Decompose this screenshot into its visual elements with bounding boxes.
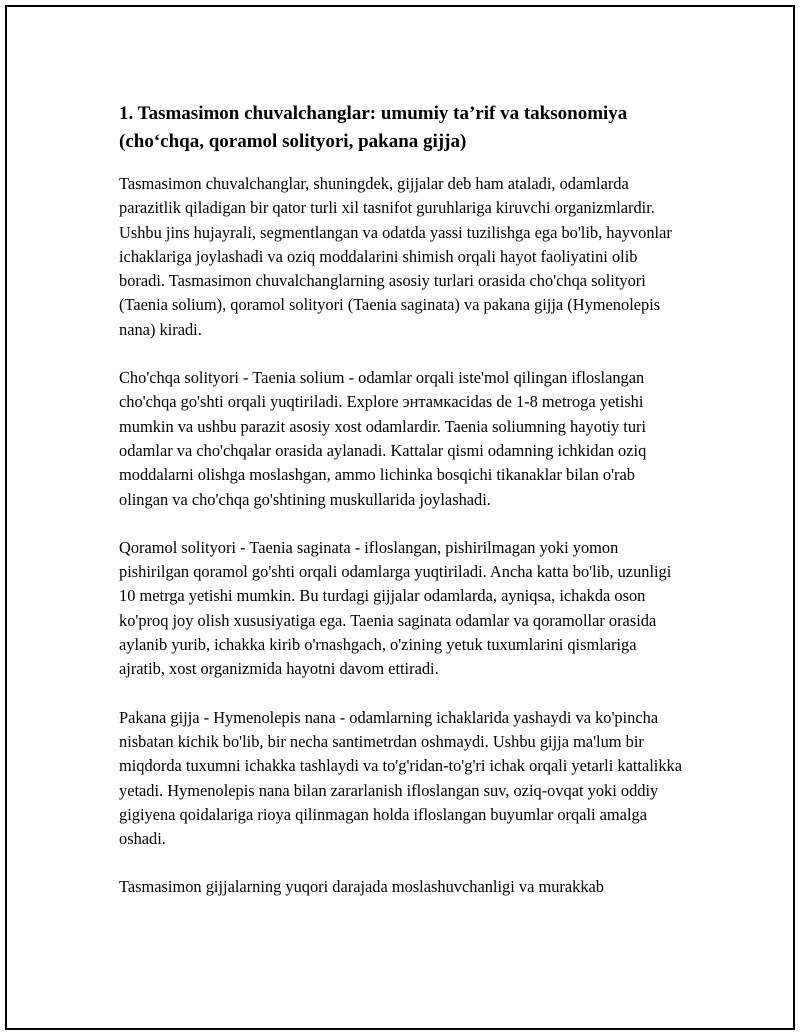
paragraph-taenia-solium: Cho'chqa solityori - Taenia solium - odamlar orqali iste'mol qilingan ifloslangan cho'chqa go'shti orqali yuqtiriladi. Explore энтамкacidas de 1-8 metroga yetishi mumkin va ushbu parazit asosiy xost odamlardir. Taenia soliumning hayotiy turi odamlar va cho'chqalar orasida aylanadi. Kattalar qismi odamning ichkidan oziq moddalarni olishga moslashgan, ammo lichinka bosqichi tikanaklar bilan o'rab olingan va cho'chqa go'shtining muskullarida joylashadi.	[119, 368, 647, 509]
page-frame	[5, 5, 795, 1030]
paragraph-taenia-saginata: Qoramol solityori - Taenia saginata - ifloslangan, pishirilmagan yoki yomon pishirilgan qoramol go'shti orqali odamlarga yuqtiriladi. Ancha katta bo'lib, uzunligi 10 metrga yetishi mumkin. Bu turdagi gijjalar odamlarda, ayniqsa, ichakda oson ko'proq joy olish xususiyatiga ega. Taenia saginata odamlar va qoramollar orasida aylanib yurib, ichakka kirib o'rnashgach, o'zining yetuk tuxumlarini qismlariga ajratib, xost organizmida hayotni davom ettiradi.	[119, 537, 672, 679]
paragraph-intro: Tasmasimon chuvalchanglar, shuningdek, gijjalar deb ham ataladi, odamlarda parazitlik qiladigan bir qator turli xil tasnifot guruhlariga kiruvchi organizmlardir. Ushbu jins hujayrali, segmentlangan va odatda yassi tuzilishga ega bo'lib, hayvonlar ichaklariga joylashadi va oziq moddalarini shimish orqali hayot faoliyatini olib boradi. Tasmasimon chuvalchanglarning asosiy turlari orasida cho'chqa solityori (Taenia solium), qoramol solityori (Taenia saginata) va pakana gijja (Hymenolepis nana) kiradi.	[119, 174, 672, 339]
paragraph-continuation: Tasmasimon gijjalarning yuqori darajada moslashuvchanligi va murakkab	[119, 877, 604, 897]
section-title: 1. Tasmasimon chuvalchanglar: umumiy ta’rif va taksonomiya (cho‘chqa, qoramol solityori, pakana gijja)	[119, 103, 628, 152]
document-body	[119, 100, 685, 924]
paragraph-hymenolepis-nana: Pakana gijja - Hymenolepis nana - odamlarning ichaklarida yashaydi va ko'pincha nisbatan kichik bo'lib, bir necha santimetrdan oshmaydi. Ushbu gijja ma'lum bir miqdorda tuxumni ichakka tashlaydi va to'g'ridan-to'g'ri ichak orqali yetarli kattalikka yetadi. Hymenolepis nana bilan zararlanish ifloslangan suv, oziq-ovqat yoki oddiy gigiyena qoidalariga rioya qilinmagan holda ifloslangan buyumlar orqali amalga oshadi.	[119, 707, 683, 849]
